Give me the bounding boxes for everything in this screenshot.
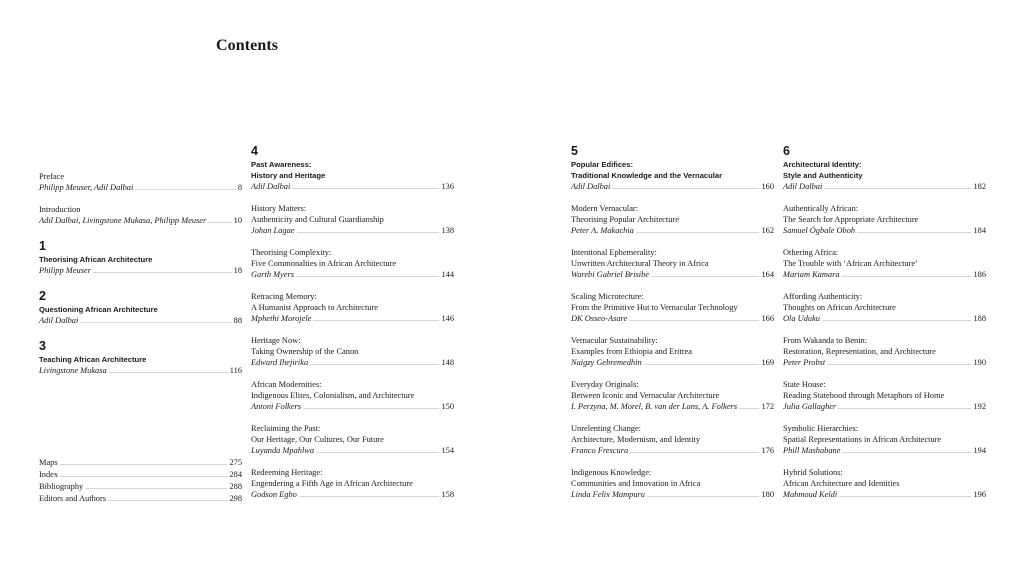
section-title: Teaching African Architecture [39, 355, 147, 364]
page-number: 150 [441, 402, 454, 411]
toc-column-front-matter [39, 171, 242, 387]
section-title-line1: Popular Edifices: [571, 160, 634, 169]
entry-title: Authentically African: [783, 204, 859, 213]
leader-line [297, 225, 440, 233]
entry-authors: Warebi Gabriel Brisibe [571, 270, 650, 279]
page-number: 148 [441, 358, 454, 367]
entry-title: Scaling Microtecture: [571, 292, 644, 301]
page-number: 166 [761, 314, 774, 323]
entry-subtitle: Spatial Representations in African Architecture [783, 435, 942, 444]
page-number: 284 [229, 470, 242, 479]
section-number: 2 [39, 289, 46, 303]
toc-section-header[interactable] [783, 145, 986, 192]
leader-line [135, 182, 236, 190]
entry-title: Theorising Complexity: [251, 248, 332, 257]
entry-title: History Matters: [251, 204, 307, 213]
leader-line [85, 481, 227, 489]
toc-entry[interactable] [571, 467, 774, 500]
page-number: 8 [237, 183, 242, 192]
section-number: 3 [39, 339, 46, 353]
leader-line [292, 181, 439, 189]
toc-back-matter [39, 457, 242, 505]
toc-entry[interactable] [571, 335, 774, 368]
page-number: 192 [973, 402, 986, 411]
page-number: 169 [761, 358, 774, 367]
entry-title: Maps [39, 458, 58, 467]
section-title: Questioning African Architecture [39, 305, 158, 314]
leader-line [310, 357, 439, 365]
entry-title: Reclaiming the Past: [251, 424, 321, 433]
toc-entry[interactable] [251, 247, 454, 280]
entry-subtitle: Examples from Ethiopia and Eritrea [571, 347, 692, 356]
toc-entry[interactable] [783, 467, 986, 500]
entry-subtitle: Between Iconic and Vernacular Architecture [571, 391, 720, 400]
page-number: 176 [761, 446, 774, 455]
entry-authors: Julia Gallagher [783, 402, 837, 411]
entry-title: Symbolic Hierarchies: [783, 424, 859, 433]
leader-line [108, 493, 227, 501]
page-number: 160 [761, 182, 774, 191]
entry-authors: Johan Lagae [251, 226, 295, 235]
entry-authors: Adil Dalbai [251, 182, 291, 191]
toc-entry-index[interactable] [39, 469, 242, 481]
entry-subtitle: Communities and Innovation in Africa [571, 479, 701, 488]
toc-entry-editors-and-authors[interactable] [39, 493, 242, 505]
entry-subtitle: The Search for Appropriate Architecture [783, 215, 919, 224]
toc-entry[interactable] [251, 423, 454, 456]
entry-authors: Linda Felix Mampuru [571, 490, 645, 499]
toc-entry[interactable] [251, 379, 454, 412]
page-number: 190 [973, 358, 986, 367]
entry-subtitle: The Trouble with ‘African Architecture’ [783, 259, 918, 268]
toc-section-header[interactable] [571, 145, 774, 192]
entry-title: African Modernities: [251, 380, 322, 389]
entry-authors: Adil Dalbai [571, 182, 611, 191]
leader-line [647, 489, 759, 497]
entry-title: Othering Africa: [783, 248, 839, 257]
entry-authors: Philipp Meuser, Adil Dalbai [39, 183, 134, 192]
section-title: Theorising African Architecture [39, 255, 153, 264]
entry-subtitle: Thoughts on African Architecture [783, 303, 896, 312]
section-title-line1: Architectural Identity: [783, 160, 862, 169]
toc-entry-bibliography[interactable] [39, 481, 242, 493]
leader-line [838, 401, 971, 409]
section-title-line2: History and Heritage [251, 171, 326, 180]
leader-line [313, 313, 439, 321]
entry-title: Hybrid Solutions: [783, 468, 843, 477]
leader-line [636, 225, 760, 233]
entry-title: Indigenous Knowledge: [571, 468, 652, 477]
section-title-line2: Style and Authenticity [783, 171, 863, 180]
page-number: 88 [233, 316, 242, 325]
entry-title: Redeeming Heritage: [251, 468, 323, 477]
toc-entry-maps[interactable] [39, 457, 242, 469]
toc-section-1[interactable] [39, 240, 242, 276]
page-number: 154 [441, 446, 454, 455]
entry-subtitle: Our Heritage, Our Cultures, Our Future [251, 435, 384, 444]
toc-section-2[interactable] [39, 290, 242, 326]
entry-title: Editors and Authors [39, 494, 106, 503]
leader-line [651, 269, 759, 277]
toc-entry[interactable] [251, 291, 454, 324]
toc-entry-preface[interactable] [39, 171, 242, 193]
page-number: 194 [973, 446, 986, 455]
leader-line [80, 315, 231, 323]
page-number: 18 [233, 266, 242, 275]
leader-line [822, 313, 971, 321]
leader-line [842, 445, 971, 453]
entry-authors: I. Perzyna, M. Morel, B. van der Lans, A. Folkers [571, 402, 738, 411]
entry-subtitle: African Architecture and Identities [783, 479, 900, 488]
entry-subtitle: Architecture, Modernism, and Identity [571, 435, 701, 444]
section-title-line1: Past Awareness: [251, 160, 312, 169]
toc-entry[interactable] [571, 291, 774, 324]
leader-line [208, 215, 231, 223]
leader-line [303, 401, 439, 409]
leader-line [842, 269, 972, 277]
entry-subtitle: A Humanist Approach to Architecture [251, 303, 378, 312]
toc-entry[interactable] [571, 203, 774, 236]
leader-line [827, 357, 971, 365]
entry-authors: Edward Ihejirika [251, 358, 309, 367]
toc-entry[interactable] [571, 247, 774, 280]
entry-authors: Samuel Ógbale Oboh [783, 226, 856, 235]
entry-authors: Adil Dalbai [39, 316, 79, 325]
entry-authors: Godson Egbo [251, 490, 297, 499]
entry-subtitle: Unwritten Architectural Theory in Africa [571, 259, 709, 268]
leader-line [739, 401, 759, 409]
section-number: 4 [251, 144, 258, 158]
leader-line [629, 313, 759, 321]
toc-entry[interactable] [783, 203, 986, 236]
section-number: 1 [39, 239, 46, 253]
toc-section-3[interactable] [39, 340, 242, 376]
leader-line [60, 469, 227, 477]
entry-subtitle: From the Primitive Hut to Vernacular Technology [571, 303, 738, 312]
entry-subtitle: Restoration, Representation, and Architecture [783, 347, 936, 356]
section-number: 5 [571, 144, 578, 158]
toc-entry[interactable] [783, 379, 986, 412]
section-number: 6 [783, 144, 790, 158]
entry-authors: Mphethi Morojele [251, 314, 312, 323]
toc-entry-introduction[interactable] [39, 204, 242, 226]
toc-column-section-4 [251, 145, 454, 511]
entry-authors: Livingstone Mukasa [39, 366, 107, 375]
entry-title: Affording Authenticity: [783, 292, 863, 301]
entry-authors: Mariam Kamara [783, 270, 840, 279]
leader-line [316, 445, 439, 453]
leader-line [612, 181, 759, 189]
leader-line [296, 269, 439, 277]
entry-authors: Naigzy Gebremedhin [571, 358, 642, 367]
page-number: 158 [441, 490, 454, 499]
entry-authors: Peter A. Makachia [571, 226, 634, 235]
section-title-line2: Traditional Knowledge and the Vernacular [571, 171, 723, 180]
entry-title: Preface [39, 172, 65, 181]
page-number: 184 [973, 226, 986, 235]
page-number: 136 [441, 182, 454, 191]
page-number: 275 [229, 458, 242, 467]
toc-entry[interactable] [783, 423, 986, 456]
toc-entry[interactable] [571, 379, 774, 412]
entry-subtitle: Authenticity and Cultural Guardianship [251, 215, 384, 224]
page-number: 186 [973, 270, 986, 279]
page-number: 162 [761, 226, 774, 235]
page-number: 144 [441, 270, 454, 279]
entry-title: Bibliography [39, 482, 84, 491]
page-number: 164 [761, 270, 774, 279]
page-number: 172 [761, 402, 774, 411]
page-number: 188 [973, 314, 986, 323]
toc-entry[interactable] [783, 247, 986, 280]
entry-subtitle: Taking Ownership of the Canon [251, 347, 359, 356]
page-number: 116 [229, 366, 242, 375]
toc-entry[interactable] [251, 203, 454, 236]
page-number: 196 [973, 490, 986, 499]
page-number: 288 [229, 482, 242, 491]
leader-line [299, 489, 440, 497]
entry-subtitle: Indigenous Elites, Colonialism, and Architecture [251, 391, 415, 400]
entry-title: From Wakanda to Benin: [783, 336, 868, 345]
leader-line [644, 357, 760, 365]
entry-title: Everyday Originals: [571, 380, 639, 389]
leader-line [93, 265, 232, 273]
leader-line [60, 457, 228, 465]
entry-title: State House: [783, 380, 826, 389]
entry-subtitle: Theorising Popular Architecture [571, 215, 679, 224]
entry-title: Heritage Now: [251, 336, 301, 345]
entry-authors: Adil Dalbai, Livingstone Mukasa, Philipp Meuser [39, 216, 207, 225]
entry-title: Index [39, 470, 59, 479]
page-number: 10 [233, 216, 242, 225]
page-title: Contents [216, 37, 279, 54]
leader-line [857, 225, 971, 233]
entry-subtitle: Engendering a Fifth Age in African Architecture [251, 479, 413, 488]
entry-title: Introduction [39, 205, 81, 214]
toc-entry[interactable] [251, 467, 454, 500]
leader-line [839, 489, 971, 497]
toc-section-header[interactable] [251, 145, 454, 192]
page-number: 298 [229, 494, 242, 503]
leader-line [630, 445, 759, 453]
leader-line [109, 365, 228, 373]
toc-entry[interactable] [783, 335, 986, 368]
entry-title: Modern Vernacular: [571, 204, 639, 213]
toc-entry[interactable] [783, 291, 986, 324]
entry-title: Unrelenting Change: [571, 424, 642, 433]
page-number: 182 [973, 182, 986, 191]
toc-column-section-6 [783, 145, 986, 511]
entry-authors: Philipp Meuser [39, 266, 91, 275]
page-number: 138 [441, 226, 454, 235]
entry-title: Intentional Ephemerality: [571, 248, 657, 257]
toc-column-section-5 [571, 145, 774, 511]
toc-entry[interactable] [571, 423, 774, 456]
entry-authors: DK Osseo-Asare [571, 314, 628, 323]
entry-authors: Phill Mashabane [783, 446, 841, 455]
entry-title: Retracing Memory: [251, 292, 317, 301]
entry-authors: Luyanda Mpahlwa [251, 446, 315, 455]
entry-authors: Mahmoud Keldi [783, 490, 838, 499]
page-number: 180 [761, 490, 774, 499]
entry-authors: Ola Uduku [783, 314, 820, 323]
entry-authors: Peter Probst [783, 358, 826, 367]
entry-title: Vernacular Sustainability: [571, 336, 658, 345]
toc-entry[interactable] [251, 335, 454, 368]
entry-authors: Adil Dalbai [783, 182, 823, 191]
entry-authors: Antoni Folkers [251, 402, 302, 411]
page-number: 146 [441, 314, 454, 323]
entry-authors: Garth Myers [251, 270, 295, 279]
entry-authors: Franco Frescura [571, 446, 629, 455]
entry-subtitle: Reading Statehood through Metaphors of Home [783, 391, 945, 400]
leader-line [824, 181, 971, 189]
entry-subtitle: Five Commonalties in African Architecture [251, 259, 397, 268]
